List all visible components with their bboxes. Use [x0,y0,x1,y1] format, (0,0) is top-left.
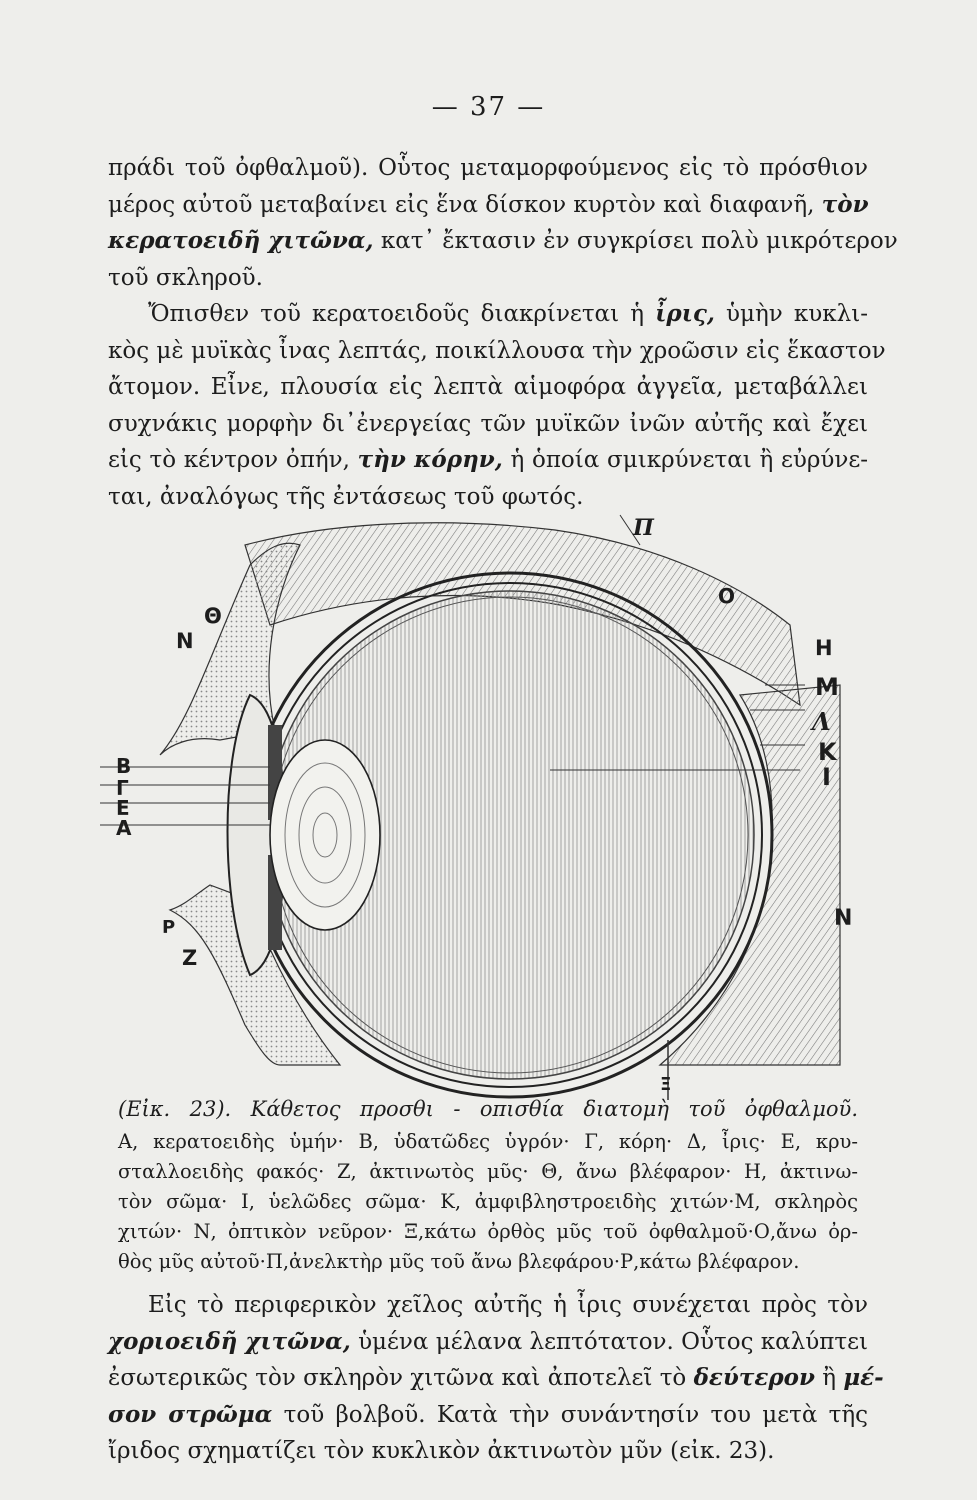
label-z: Ζ [182,946,198,970]
label-k: Κ [818,738,837,766]
label-a: Α [116,816,132,840]
text-line: μέρος αὐτοῦ μεταβαίνει εἰς ἕνα δίσκον κυρτὸν καὶ διαφανῆ, τὸν [108,190,869,218]
text-line: ται, ἀναλόγως τῆς ἐντάσεως τοῦ φωτός. [108,483,584,510]
label-b: Β [116,754,132,778]
label-r: Ρ [162,917,176,938]
label-l: Λ [812,707,831,736]
label-theta: Θ [204,604,222,628]
term-iris: ἶρις, [655,300,715,327]
text-line: Ὄπισθεν τοῦ κερατοειδοῦς διακρίνεται ἡ ἶρις, ὑμὴν κυκλι- [148,300,869,327]
text-line: ἐσωτερικῶς τὸν σκληρὸν χιτῶνα καὶ ἀποτελεῖ τὸ δεύτερον ἢ μέ- [108,1364,884,1391]
caption-title: Κάθετος προσθι - οπισθία διατομὴ τοῦ ὀφθαλμοῦ. [250,1097,858,1121]
text-line: τοῦ σκληροῦ. [108,264,263,291]
caption-line: τὸν σῶμα· Ι, ὑελῶδες σῶμα· Κ, ἀμφιβληστροειδὴς χιτών·Μ, σκληρὸς [118,1190,858,1213]
caption-title-line [118,1093,858,1127]
caption-line: σταλλοειδὴς φακός· Ζ, ἀκτινωτὸς μῦς· Θ, ἄνω βλέφαρον· Η, ἀκτινω- [118,1160,858,1183]
text-line: ἄτομον. Εἶνε, πλουσία εἰς λεπτὰ αἱμοφόρα ἀγγεῖα, μεταβάλλει [108,374,868,400]
term-chorioeidi: χοριοειδῆ χιτῶνα, [108,1327,351,1355]
term-stroma: σον στρῶμα [108,1400,273,1428]
text-line: εἰς τὸ κέντρον ὀπήν, τὴν κόρην, ἡ ὁποία σμικρύνεται ἢ εὐρύνε- [108,446,869,473]
figure-caption [118,1093,858,1277]
label-o: Ο [718,584,736,608]
text-line: σον στρῶμα τοῦ βολβοῦ. Κατὰ τὴν συνάντησίν του μετὰ τῆς [108,1400,868,1428]
term-kori: τὴν κόρην, [357,446,503,473]
label-g: Γ [116,776,129,800]
caption-line: χιτών· Ν, ὀπτικὸν νεῦρον· Ξ,κάτω ὀρθὸς μῦς τοῦ ὀφθαλμοῦ·Ο,ἄνω ὀρ- [118,1220,858,1243]
text-line: συχνάκις μορφὴν δι᾽ἐνεργείας τῶν μυϊκῶν ἰνῶν αὐτῆς καὶ ἔχει [108,410,868,437]
term-keratoeidi: τὸν [821,190,869,218]
paragraph-1 [108,150,898,515]
label-h: Η [815,636,833,660]
caption-line: Α, κερατοειδὴς ὑμήν· Β, ὑδατῶδες ὑγρόν· Γ, κόρη· Δ, ἶρις· Ε, κρυ- [118,1130,858,1153]
label-n-right: Ν [834,906,853,931]
text-line: ἴριδος σχηματίζει τὸν κυκλικὸν ἀκτινωτὸν μῦν (εἰκ. 23). [108,1438,775,1464]
term-keratoeidi-chitona: κερατοειδῆ χιτῶνα, [108,227,374,254]
label-e: Ε [116,796,130,820]
paragraph-2 [108,1287,884,1470]
label-m: Μ [815,673,839,701]
text-line: Εἰς τὸ περιφερικὸν χεῖλος αὐτῆς ἡ ἶρις συνέχεται πρὸς τὸν [148,1292,868,1318]
text-line: κερατοειδῆ χιτῶνα, κατ᾽ ἔκτασιν ἐν συγκρίσει πολὺ μικρότερον [108,227,898,254]
figure-ref: (Εἰκ. 23). [118,1097,232,1121]
label-p: Π [633,515,654,541]
text-line: πράδι τοῦ ὀφθαλμοῦ). Οὗτος μεταμορφούμενος εἰς τὸ πρόσθιον [108,155,868,181]
term-meson: μέ- [843,1364,884,1391]
label-n-left: Ν [176,629,194,653]
caption-line: θὸς μῦς αὐτοῦ·Π,ἀνελκτὴρ μῦς τοῦ ἄνω βλεφάρου·Ρ,κάτω βλέφαρον. [118,1250,800,1273]
page-number: — 37 — [431,92,546,122]
label-i: Ι [822,763,831,791]
term-deuteron: δεύτερον [693,1364,815,1391]
text-line: χοριοειδῆ χιτῶνα, ὑμένα μέλανα λεπτότατον. Οὗτος καλύπτει [108,1327,869,1355]
label-xi: Ξ [660,1074,672,1095]
eye-cross-section-figure [100,505,880,1100]
text-line: κὸς μὲ μυϊκὰς ἶνας λεπτάς, ποικίλλουσα τὴν χροῶσιν εἰς ἕκαστον [108,337,886,364]
